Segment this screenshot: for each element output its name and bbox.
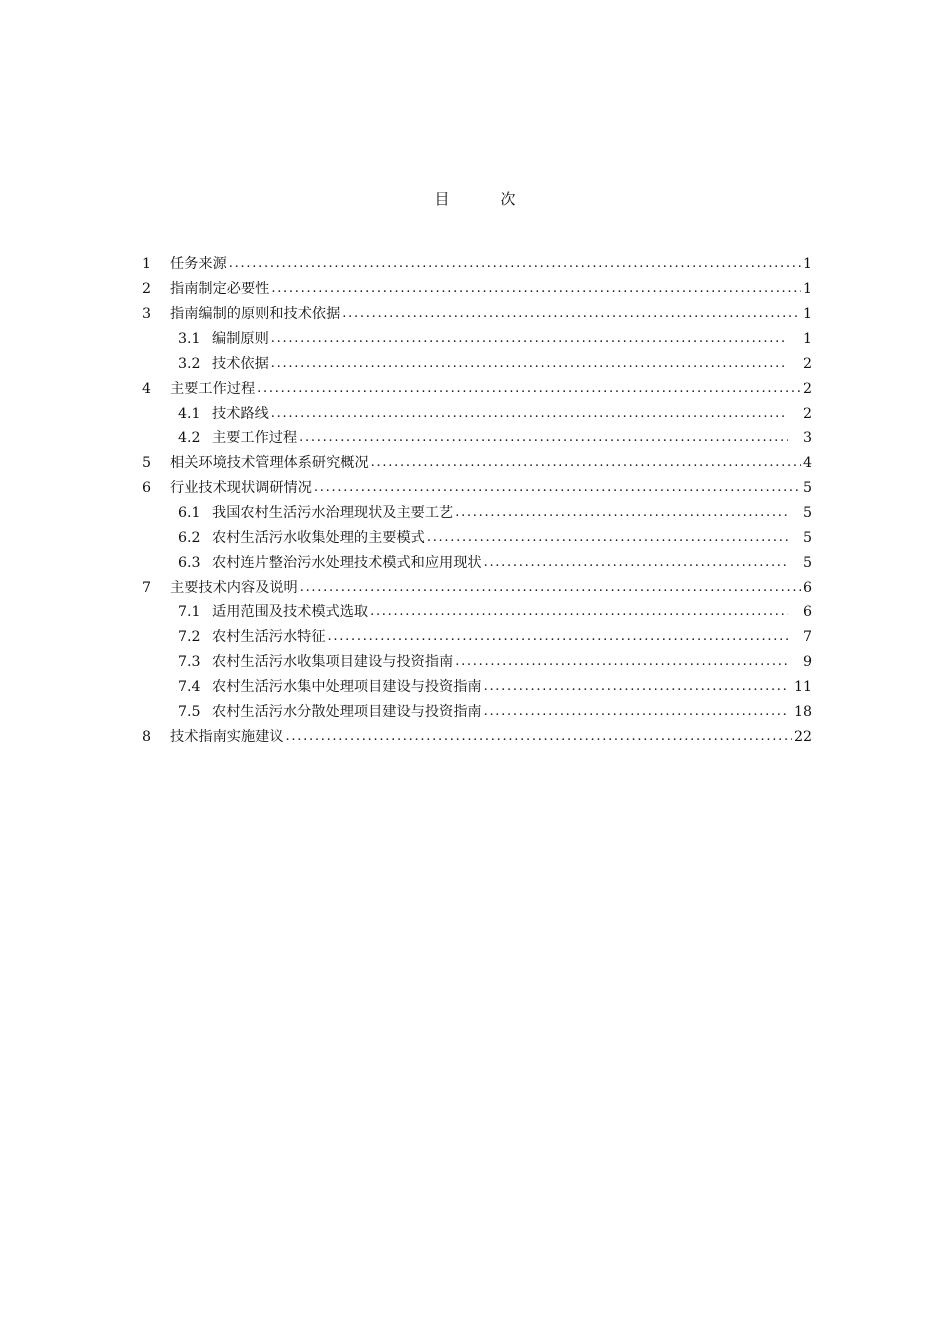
toc-entry[interactable] bbox=[142, 501, 812, 526]
toc-entry[interactable] bbox=[142, 376, 812, 401]
toc-entry-number: 6 bbox=[142, 480, 152, 497]
toc-entry-title: 主要工作过程 bbox=[212, 430, 298, 447]
toc-entry-number: 3.1 bbox=[178, 331, 201, 347]
toc-entry-number: 3 bbox=[142, 306, 152, 323]
toc-entry-number: 7.1 bbox=[178, 604, 201, 621]
toc-entry-number: 2 bbox=[142, 281, 152, 298]
toc-entry-page: 6 bbox=[802, 579, 812, 596]
toc-entry[interactable] bbox=[142, 550, 812, 575]
toc-entry-page: 5 bbox=[802, 554, 812, 571]
toc-entry-title: 农村连片整治污水处理技术模式和应用现状 bbox=[212, 554, 482, 571]
toc-entry-page: 1 bbox=[802, 281, 812, 298]
toc-dot-leader bbox=[300, 578, 801, 598]
toc-entry-number: 7 bbox=[142, 579, 152, 596]
toc-entry-page: 6 bbox=[802, 604, 812, 621]
toc-entry[interactable] bbox=[142, 327, 812, 352]
toc-entry-page: 4 bbox=[802, 455, 812, 472]
toc-entry-page: 22 bbox=[793, 728, 812, 745]
toc-entry-title: 任务来源 bbox=[170, 256, 227, 273]
toc-entry[interactable] bbox=[142, 600, 812, 625]
toc-dot-leader bbox=[299, 428, 788, 448]
toc-dot-leader bbox=[286, 727, 792, 747]
toc-entry-number: 6.2 bbox=[178, 529, 201, 546]
toc-dot-leader bbox=[484, 677, 788, 697]
toc-entry-number: 1 bbox=[142, 256, 152, 273]
toc-dot-leader bbox=[455, 503, 788, 523]
toc-entry-title: 行业技术现状调研情况 bbox=[170, 480, 312, 497]
toc-entry-number: 8 bbox=[142, 728, 152, 745]
toc-entry-number: 6.3 bbox=[178, 554, 201, 571]
toc-entry-number: 6.1 bbox=[178, 505, 201, 522]
toc-entry-number: 7.3 bbox=[178, 654, 201, 671]
toc-entry-page: 5 bbox=[802, 505, 812, 522]
toc-entry-title: 农村生活污水收集处理的主要模式 bbox=[212, 529, 425, 546]
toc-entry-title: 农村生活污水收集项目建设与投资指南 bbox=[212, 654, 454, 671]
toc-entry-title: 技术依据 bbox=[212, 355, 269, 372]
toc-entry[interactable] bbox=[142, 476, 812, 501]
toc-entry-title: 主要技术内容及说明 bbox=[170, 579, 298, 596]
toc-entry-number: 7.5 bbox=[178, 703, 201, 720]
toc-entry-title: 农村生活污水集中处理项目建设与投资指南 bbox=[212, 679, 482, 696]
toc-entry-number: 4.1 bbox=[178, 405, 201, 422]
toc-dot-leader bbox=[328, 627, 788, 647]
toc-dot-leader bbox=[455, 652, 788, 672]
toc-dot-leader bbox=[229, 254, 801, 274]
toc-dot-leader bbox=[271, 329, 788, 349]
toc-dot-leader bbox=[271, 404, 788, 424]
toc-entry[interactable] bbox=[142, 724, 812, 749]
toc-entry-page: 1 bbox=[802, 306, 812, 323]
toc-entry-number: 5 bbox=[142, 455, 152, 472]
toc-dot-leader bbox=[427, 528, 788, 548]
toc-entry[interactable] bbox=[142, 650, 812, 675]
toc-dot-leader bbox=[271, 354, 788, 374]
toc-entry-title: 主要工作过程 bbox=[170, 380, 256, 397]
toc-entry-page: 9 bbox=[802, 654, 812, 671]
toc-entry-title: 技术指南实施建议 bbox=[170, 728, 284, 745]
toc-entry-number: 7.2 bbox=[178, 629, 201, 646]
toc-entry-page: 7 bbox=[802, 629, 812, 646]
toc-entry[interactable] bbox=[142, 277, 812, 302]
toc-entry-number: 7.4 bbox=[178, 679, 201, 696]
toc-entry-page: 1 bbox=[802, 256, 812, 273]
toc-list bbox=[142, 252, 812, 749]
toc-dot-leader bbox=[342, 304, 801, 324]
toc-entry[interactable] bbox=[142, 351, 812, 376]
toc-entry[interactable] bbox=[142, 525, 812, 550]
toc-entry-title: 农村生活污水特征 bbox=[212, 629, 326, 646]
toc-entry-title: 适用范围及技术模式选取 bbox=[212, 604, 369, 621]
toc-entry[interactable] bbox=[142, 302, 812, 327]
toc-dot-leader bbox=[257, 379, 801, 399]
toc-entry-page: 2 bbox=[802, 355, 812, 372]
toc-dot-leader bbox=[371, 453, 801, 473]
toc-entry-page: 1 bbox=[802, 331, 812, 347]
toc-entry-page: 2 bbox=[802, 405, 812, 422]
toc-dot-leader bbox=[484, 553, 788, 573]
toc-entry[interactable] bbox=[142, 699, 812, 724]
toc-entry[interactable] bbox=[142, 426, 812, 451]
toc-entry-page: 11 bbox=[793, 679, 812, 696]
toc-entry[interactable] bbox=[142, 575, 812, 600]
toc-entry[interactable] bbox=[142, 625, 812, 650]
toc-dot-leader bbox=[370, 602, 788, 622]
toc-entry-title: 编制原则 bbox=[212, 331, 269, 347]
toc-dot-leader bbox=[484, 702, 788, 722]
toc-entry[interactable] bbox=[142, 675, 812, 700]
toc-entry-number: 3.2 bbox=[178, 355, 201, 372]
toc-entry-title: 相关环境技术管理体系研究概况 bbox=[170, 455, 369, 472]
toc-title: 目 次 bbox=[434, 190, 534, 208]
toc-entry-title: 农村生活污水分散处理项目建设与投资指南 bbox=[212, 703, 482, 720]
toc-entry-page: 5 bbox=[802, 529, 812, 546]
toc-entry-title: 我国农村生活污水治理现状及主要工艺 bbox=[212, 505, 454, 522]
toc-entry-page: 3 bbox=[802, 430, 812, 447]
toc-entry-number: 4 bbox=[142, 380, 152, 397]
toc-entry-title: 技术路线 bbox=[212, 405, 269, 422]
toc-entry[interactable] bbox=[142, 252, 812, 277]
toc-entry-page: 5 bbox=[802, 480, 812, 497]
toc-dot-leader bbox=[314, 478, 801, 498]
toc-entry-title: 指南制定必要性 bbox=[170, 281, 270, 298]
toc-entry-page: 18 bbox=[793, 703, 812, 720]
toc-dot-leader bbox=[271, 279, 801, 299]
toc-entry-title: 指南编制的原则和技术依据 bbox=[170, 306, 341, 323]
toc-entry[interactable] bbox=[142, 401, 812, 426]
toc-entry-page: 2 bbox=[802, 380, 812, 397]
toc-entry[interactable] bbox=[142, 451, 812, 476]
toc-entry-number: 4.2 bbox=[178, 430, 201, 447]
